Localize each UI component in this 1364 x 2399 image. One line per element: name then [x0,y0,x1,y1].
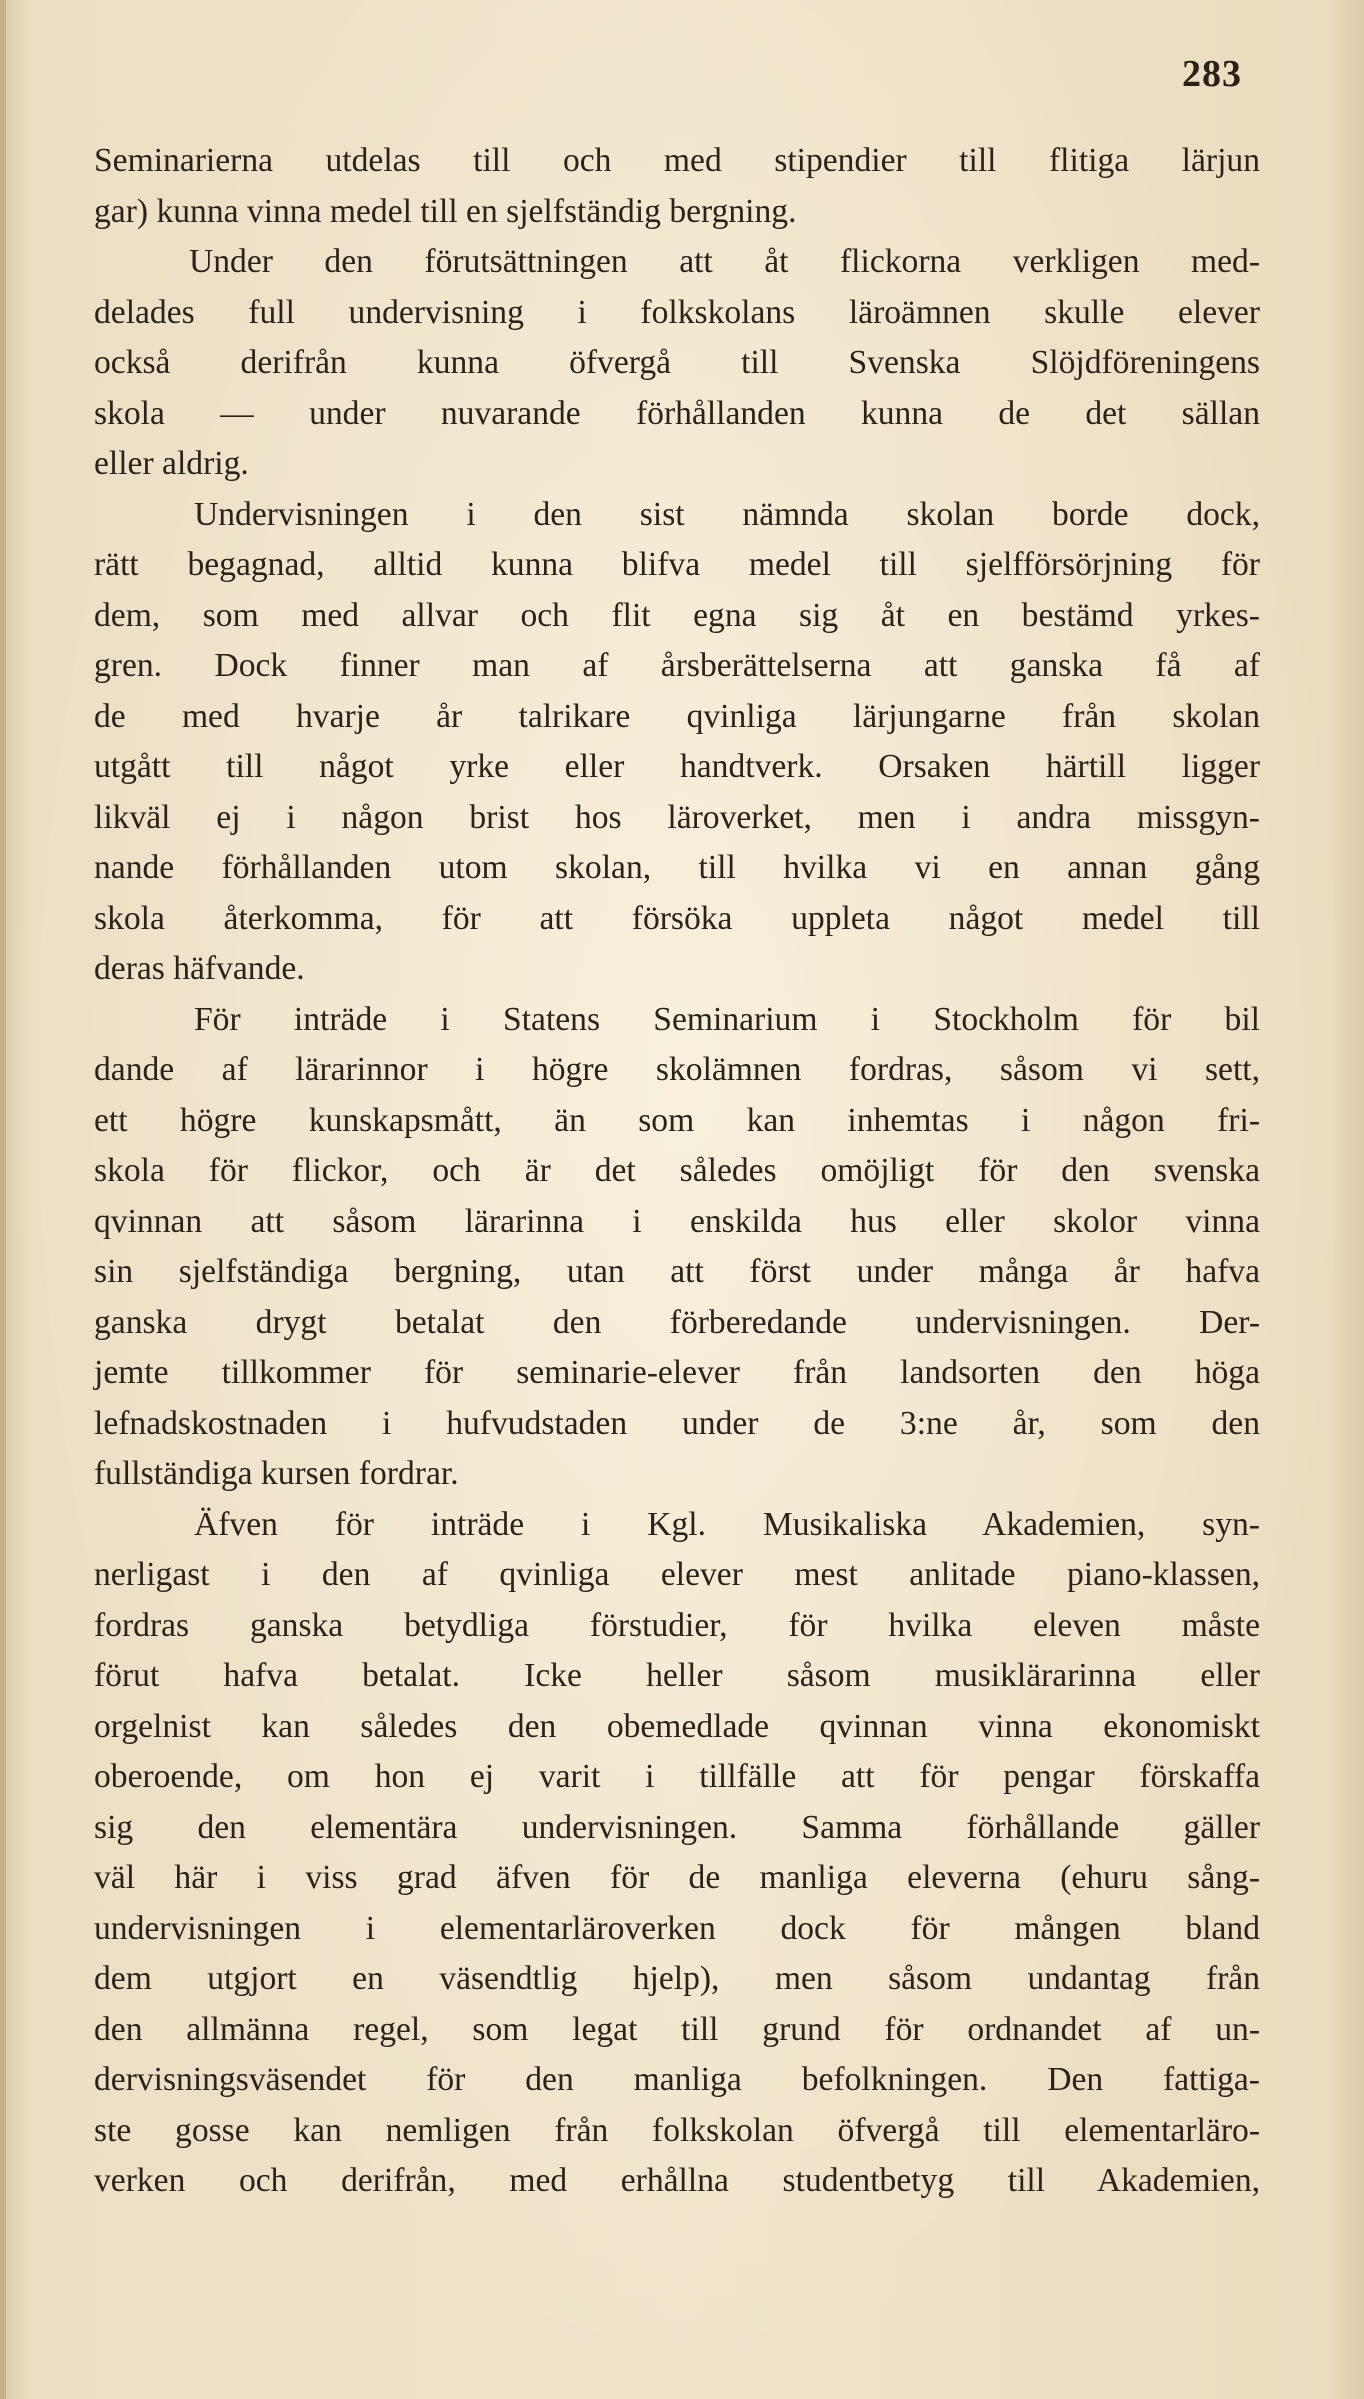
text-line: gren. Dock finner man af årsberättelserna att ganska få af [94,647,1260,684]
text-line: delades full undervisning i folkskolans läroämnen skulle elever [94,293,1260,331]
text-line: Äfven för inträde i Kgl. Musikaliska Akademien, syn- [194,1505,1260,1543]
text-line: jemte tillkommer för seminarie-elever från landsorten den höga [94,1354,1260,1391]
page-edge [0,0,6,2399]
text-line: sin sjelfständiga bergning, utan att först under många år hafva [94,1253,1260,1290]
body-text [94,136,1260,2207]
text-line: dem, som med allvar och flit egna sig åt en bestämd yrkes- [94,596,1260,634]
text-line: eller aldrig. [94,445,249,482]
page-number: 283 [1182,53,1242,95]
text-line: likväl ej i någon brist hos läroverket, men i andra missgyn- [94,798,1260,836]
text-line: också derifrån kunna öfvergå till Svenska Slöjdföreningens [94,344,1260,381]
text-line: fordras ganska betydliga förstudier, för hvilka eleven måste [94,1606,1260,1644]
text-line: de med hvarje år talrikare qvinliga lärjungarne från skolan [94,697,1260,735]
text-line: skola återkomma, för att försöka uppleta något medel till [94,899,1260,937]
text-line: skola — under nuvarande förhållanden kunna de det sällan [94,394,1260,432]
text-line: Undervisningen i den sist nämnda skolan borde dock, [194,495,1260,533]
text-line: oberoende, om hon ej varit i tillfälle att för pengar förskaffa [94,1758,1260,1795]
text-line: förut hafva betalat. Icke heller såsom musiklärarinna eller [94,1657,1260,1694]
text-line: Under den förutsättningen att åt flickorna verkligen med- [189,243,1260,280]
text-line: ganska drygt betalat den förberedande undervisningen. Der- [94,1303,1260,1341]
text-line: gar) kunna vinna medel till en sjelfständig bergning. [94,192,797,230]
text-line: väl här i viss grad äfven för de manliga eleverna (ehuru sång- [94,1859,1260,1896]
text-line: utgått till något yrke eller handtverk. Orsaken härtill ligger [94,748,1260,785]
text-line: ste gosse kan nemligen från folkskolan öfvergå till elementarläro- [94,2111,1260,2149]
text-line: qvinnan att såsom lärarinna i enskilda hus eller skolor vinna [94,1202,1260,1240]
text-line: fullständiga kursen fordrar. [94,1455,459,1492]
text-line: lefnadskostnaden i hufvudstaden under de 3:ne år, som den [94,1404,1260,1442]
text-line: den allmänna regel, som legat till grund för ordnandet af un- [94,2010,1260,2048]
text-line: deras häfvande. [94,950,305,987]
text-line: sig den elementära undervisningen. Samma förhållande gäller [94,1808,1260,1846]
text-line: undervisningen i elementarläroverken dock för mången bland [94,1909,1260,1947]
text-line: För inträde i Statens Seminarium i Stockholm för bil [194,1000,1260,1038]
text-line: skola för flickor, och är det således omöjligt för den svenska [94,1152,1260,1189]
text-line: orgelnist kan således den obemedlade qvinnan vinna ekonomiskt [94,1707,1260,1745]
text-line: nerligast i den af qvinliga elever mest anlitade piano-klassen, [94,1556,1260,1593]
text-line: Seminarierna utdelas till och med stipendier till flitiga lärjun [94,142,1260,179]
text-line: dande af lärarinnor i högre skolämnen fordras, såsom vi sett, [94,1051,1260,1088]
text-line: nande förhållanden utom skolan, till hvilka vi en annan gång [94,849,1260,886]
text-line: dervisningsväsendet för den manliga befolkningen. Den fattiga- [94,2061,1260,2098]
text-line: rätt begagnad, alltid kunna blifva medel till sjelfförsörjning för [94,546,1260,583]
text-line: ett högre kunskapsmått, än som kan inhemtas i någon fri- [94,1101,1260,1139]
text-line: verken och derifrån, med erhållna studentbetyg till Akademien, [94,2162,1260,2199]
text-line: dem utgjort en väsendtlig hjelp), men såsom undantag från [94,1960,1260,1997]
